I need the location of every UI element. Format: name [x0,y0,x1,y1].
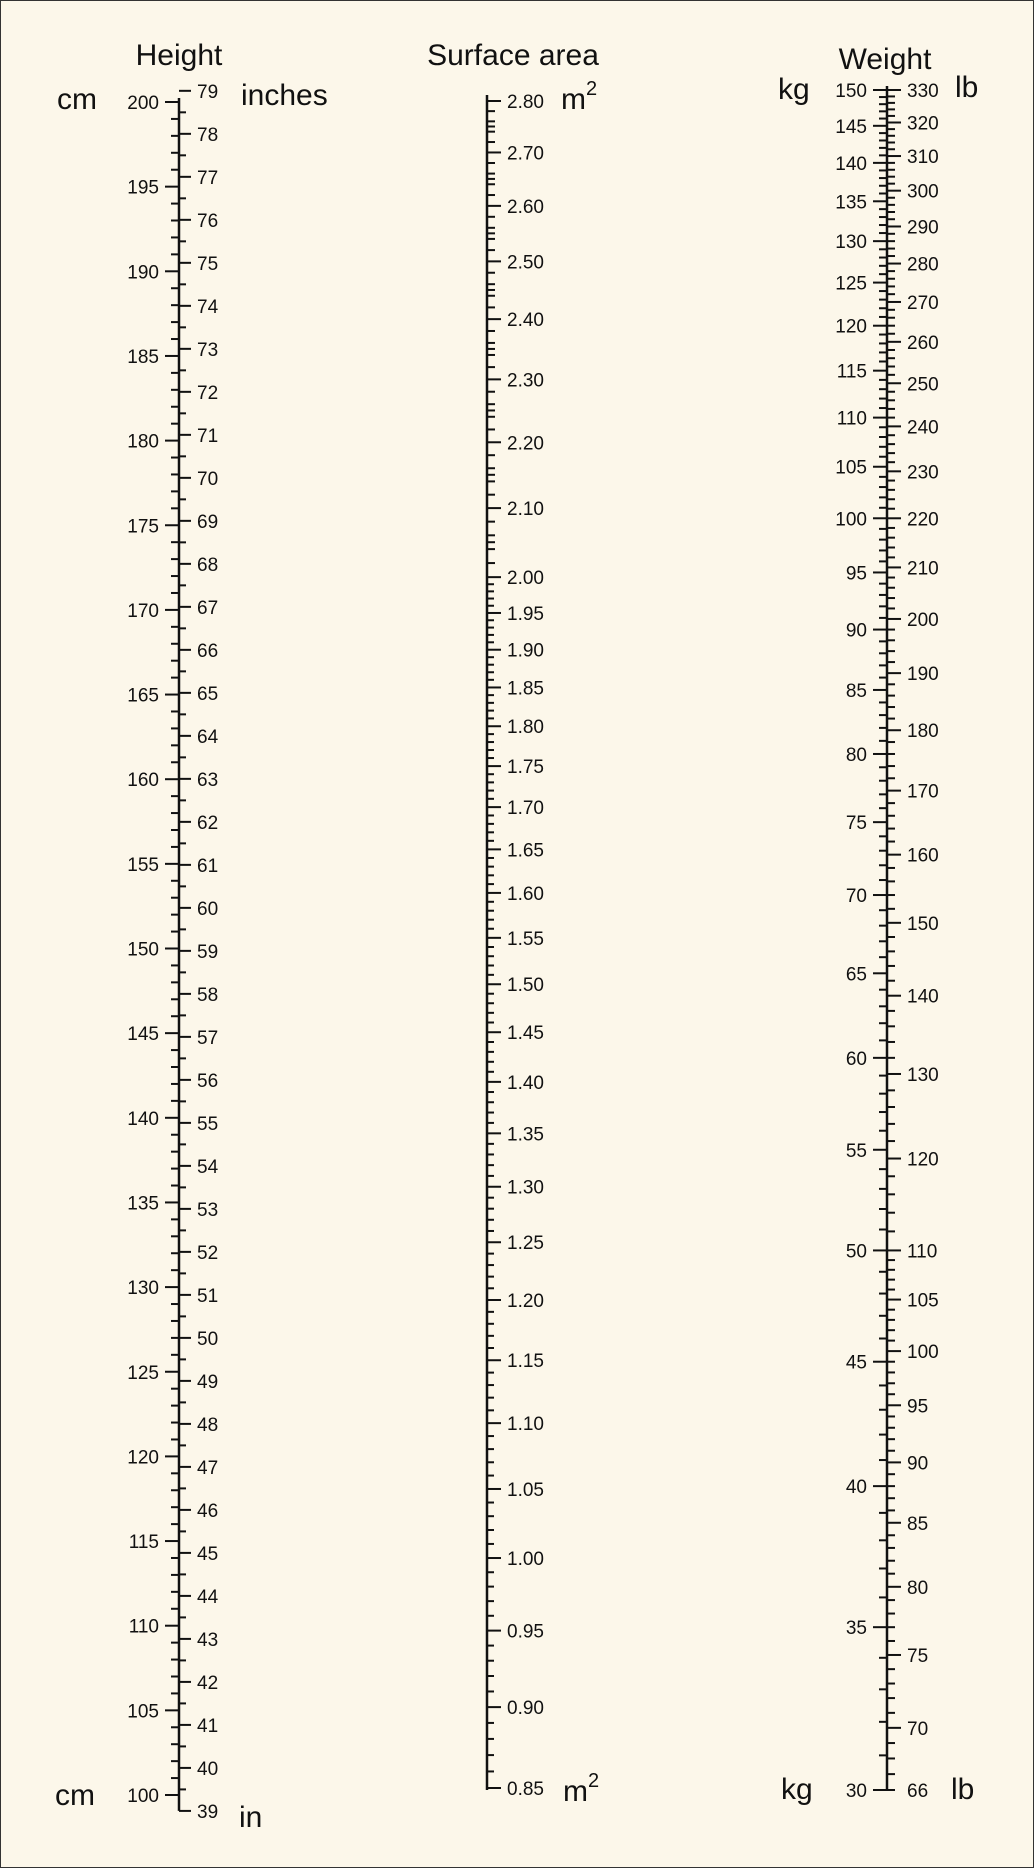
weight-kg-tick-label: 80 [845,744,867,766]
height-in-tick-label: 75 [197,253,219,275]
weight-lb-tick-label: 150 [907,913,939,935]
weight-kg-tick-label: 135 [835,192,867,214]
kg-unit-top: kg [778,73,810,106]
weight-kg-tick-label: 50 [845,1241,867,1263]
weight-kg-tick-label: 90 [845,620,867,642]
m2-unit-top [561,78,597,116]
height-in-tick-label: 40 [197,1758,219,1780]
height-cm-tick-label: 110 [128,1616,159,1638]
height-in-tick-label: 78 [197,124,219,146]
surface-area-tick-label: 1.15 [507,1351,544,1373]
weight-kg-tick-label: 145 [835,116,867,138]
weight-kg-tick-label: 125 [835,273,867,295]
height-in-tick-label: 45 [197,1543,219,1565]
cm-unit-bottom: cm [55,1779,95,1812]
height-cm-tick-label: 145 [127,1024,159,1046]
weight-lb-tick-label: 90 [907,1453,929,1475]
height-in-tick-label: 51 [197,1285,219,1307]
surface-area-tick-label: 1.95 [507,603,544,625]
weight-lb-tick-label: 180 [907,721,939,743]
height-in-tick-label: 73 [197,339,219,361]
nomogram-scales [127,81,938,1823]
height-cm-tick-label: 200 [127,93,159,114]
height-in-tick-label: 56 [197,1070,219,1092]
weight-kg-tick-label: 45 [845,1352,867,1374]
height-in-tick-label: 41 [197,1715,219,1737]
surface-area-tick-label: 2.20 [507,433,544,455]
height-cm-tick-label: 180 [127,431,159,453]
weight-lb-tick-label: 300 [907,181,939,203]
weight-kg-tick-label: 40 [845,1477,867,1499]
m2-unit-bottom-sup: 2 [588,1770,600,1792]
height-cm-tick-label: 185 [127,346,159,368]
weight-lb-tick-label: 200 [907,609,939,631]
weight-lb-tick-label: 220 [907,509,939,531]
m2-unit-top-sup: 2 [586,78,598,100]
height-cm-tick-label: 135 [127,1193,159,1215]
surface-area-tick-label: 1.10 [507,1414,544,1436]
height-in-tick-label: 74 [197,296,219,318]
height-in-tick-label: 49 [197,1371,219,1393]
surface-area-tick-label: 1.70 [507,798,544,820]
weight-kg-tick-label: 120 [835,316,867,338]
weight-kg-tick-label: 100 [835,509,867,531]
weight-lb-tick-label: 120 [907,1149,939,1171]
surface-area-tick-label: 2.50 [507,252,544,274]
surface-area-tick-label: 1.35 [507,1124,544,1146]
height-cm-tick-label: 120 [127,1447,159,1469]
height-in-tick-label: 60 [197,898,219,920]
surface-area-tick-label: 1.00 [507,1549,544,1571]
weight-kg-tick-label: 70 [845,886,867,908]
nomogram [1,1,1034,1869]
height-cm-tick-label: 175 [127,516,159,538]
height-in-tick-label: 72 [197,382,219,404]
weight-lb-tick-label: 110 [907,1241,938,1263]
surface-area-tick-label: 1.45 [507,1023,544,1045]
weight-kg-tick-label: 55 [845,1140,867,1162]
weight-kg-tick-label: 95 [845,563,867,585]
weight-lb-tick-label: 100 [907,1342,939,1364]
weight-lb-tick-label: 190 [907,664,939,686]
weight-lb-tick-label: 230 [907,462,939,484]
weight-lb-tick-label: 330 [907,81,939,102]
height-in-tick-label: 58 [197,984,219,1006]
weight-kg-tick-label: 60 [845,1048,867,1070]
surface-area-tick-label: 1.05 [507,1479,544,1501]
surface-area-title: Surface area [427,39,599,72]
height-in-tick-label: 47 [197,1457,219,1479]
weight-lb-tick-label: 290 [907,217,939,239]
weight-lb-tick-label: 130 [907,1064,939,1086]
weight-lb-tick-label: 80 [907,1577,929,1599]
surface-area-tick-label: 0.90 [507,1698,544,1720]
surface-area-tick-label: 1.80 [507,717,544,739]
weight-lb-tick-label: 85 [907,1513,929,1535]
in-unit-bottom: in [239,1801,263,1834]
weight-kg-tick-label: 150 [835,81,867,102]
height-in-tick-label: 57 [197,1027,219,1049]
height-in-tick-label: 52 [197,1242,219,1264]
height-in-tick-label: 66 [197,640,219,662]
surface-area-tick-label: 0.85 [507,1779,544,1800]
surface-area-tick-label: 2.40 [507,310,544,332]
surface-area-tick-label: 0.95 [507,1621,544,1643]
height-in-tick-label: 43 [197,1629,219,1651]
weight-lb-tick-label: 270 [907,292,939,314]
height-in-tick-label: 42 [197,1672,219,1694]
height-title: Height [135,39,223,72]
weight-kg-tick-label: 30 [845,1781,867,1802]
surface-area-tick-label: 2.00 [507,568,544,590]
height-cm-tick-label: 100 [127,1786,159,1807]
height-cm-tick-label: 130 [127,1278,159,1300]
weight-title: Weight [838,43,932,76]
weight-lb-tick-label: 320 [907,113,939,135]
height-in-tick-label: 79 [197,81,219,103]
height-cm-tick-label: 105 [127,1701,159,1723]
height-cm-tick-label: 170 [127,600,159,622]
kg-unit-bottom: kg [781,1773,813,1806]
height-in-tick-label: 59 [197,941,219,963]
height-cm-tick-label: 140 [127,1108,159,1130]
weight-lb-tick-label: 140 [907,986,939,1008]
height-in-tick-label: 64 [197,726,219,748]
weight-kg-tick-label: 75 [845,813,867,835]
lb-unit-top: lb [955,71,979,104]
weight-kg-tick-label: 105 [835,457,867,479]
weight-lb-tick-label: 250 [907,374,939,396]
height-in-tick-label: 62 [197,812,219,834]
surface-area-tick-label: 1.65 [507,840,544,862]
surface-area-tick-label: 1.25 [507,1233,544,1255]
surface-area-tick-label: 1.50 [507,975,544,997]
weight-kg-tick-label: 140 [835,153,867,175]
height-cm-tick-label: 160 [127,770,159,792]
weight-kg-tick-label: 110 [836,408,867,430]
weight-lb-tick-label: 310 [907,147,939,169]
height-in-tick-label: 63 [197,769,219,791]
surface-area-tick-label: 2.30 [507,370,544,392]
inches-unit-top: inches [241,79,328,112]
surface-area-tick-label: 1.90 [507,640,544,662]
m2-unit-bottom-base: m [563,1775,588,1808]
height-in-tick-label: 77 [197,167,219,189]
height-in-tick-label: 46 [197,1500,219,1522]
surface-area-tick-label: 1.60 [507,883,544,905]
height-in-tick-label: 69 [197,511,219,533]
weight-lb-tick-label: 170 [907,781,939,803]
height-in-tick-label: 44 [197,1586,219,1608]
weight-lb-tick-label: 210 [907,558,939,580]
height-in-tick-label: 70 [197,468,219,490]
weight-lb-tick-label: 160 [907,845,939,867]
surface-area-tick-label: 2.70 [507,143,544,165]
m2-unit-top-base: m [561,83,586,116]
height-cm-tick-label: 195 [127,177,159,199]
weight-lb-tick-label: 70 [907,1718,929,1740]
weight-lb-tick-label: 75 [907,1645,929,1667]
cm-unit-top: cm [57,83,97,116]
surface-area-tick-label: 1.55 [507,928,544,950]
weight-lb-tick-label: 240 [907,417,939,439]
weight-kg-tick-label: 115 [836,361,867,383]
surface-area-tick-label: 2.60 [507,196,544,218]
surface-area-tick-label: 2.10 [507,499,544,521]
height-in-tick-label: 53 [197,1199,219,1221]
weight-kg-tick-label: 65 [845,964,867,986]
height-in-tick-label: 71 [197,425,219,447]
height-in-tick-label: 54 [197,1156,219,1178]
height-cm-tick-label: 165 [127,685,159,707]
weight-lb-tick-label: 66 [907,1781,929,1802]
height-in-tick-label: 76 [197,210,219,232]
weight-kg-tick-label: 35 [845,1618,867,1640]
m2-unit-bottom [563,1770,599,1808]
surface-area-tick-label: 1.20 [507,1291,544,1313]
surface-area-tick-label: 1.85 [507,678,544,700]
weight-lb-tick-label: 95 [907,1396,929,1418]
surface-area-tick-label: 1.75 [507,757,544,779]
surface-area-tick-label: 1.40 [507,1072,544,1094]
weight-kg-tick-label: 130 [835,232,867,254]
surface-area-tick-label: 1.30 [507,1177,544,1199]
height-cm-tick-label: 190 [127,262,159,284]
weight-lb-tick-label: 260 [907,332,939,354]
height-cm-tick-label: 155 [127,854,159,876]
weight-lb-tick-label: 280 [907,254,939,276]
height-in-tick-label: 50 [197,1328,219,1350]
height-in-tick-label: 48 [197,1414,219,1436]
height-in-tick-label: 65 [197,683,219,705]
height-in-tick-label: 68 [197,554,219,576]
height-in-tick-label: 55 [197,1113,219,1135]
height-cm-tick-label: 150 [127,939,159,961]
height-cm-tick-label: 125 [127,1362,159,1384]
height-in-tick-label: 67 [197,597,219,619]
surface-area-tick-label: 2.80 [507,92,544,113]
lb-unit-bottom: lb [951,1773,975,1806]
height-in-tick-label: 39 [197,1801,219,1823]
height-cm-tick-label: 115 [128,1532,159,1554]
weight-kg-tick-label: 85 [845,680,867,702]
weight-lb-tick-label: 105 [907,1290,939,1312]
height-in-tick-label: 61 [197,855,219,877]
